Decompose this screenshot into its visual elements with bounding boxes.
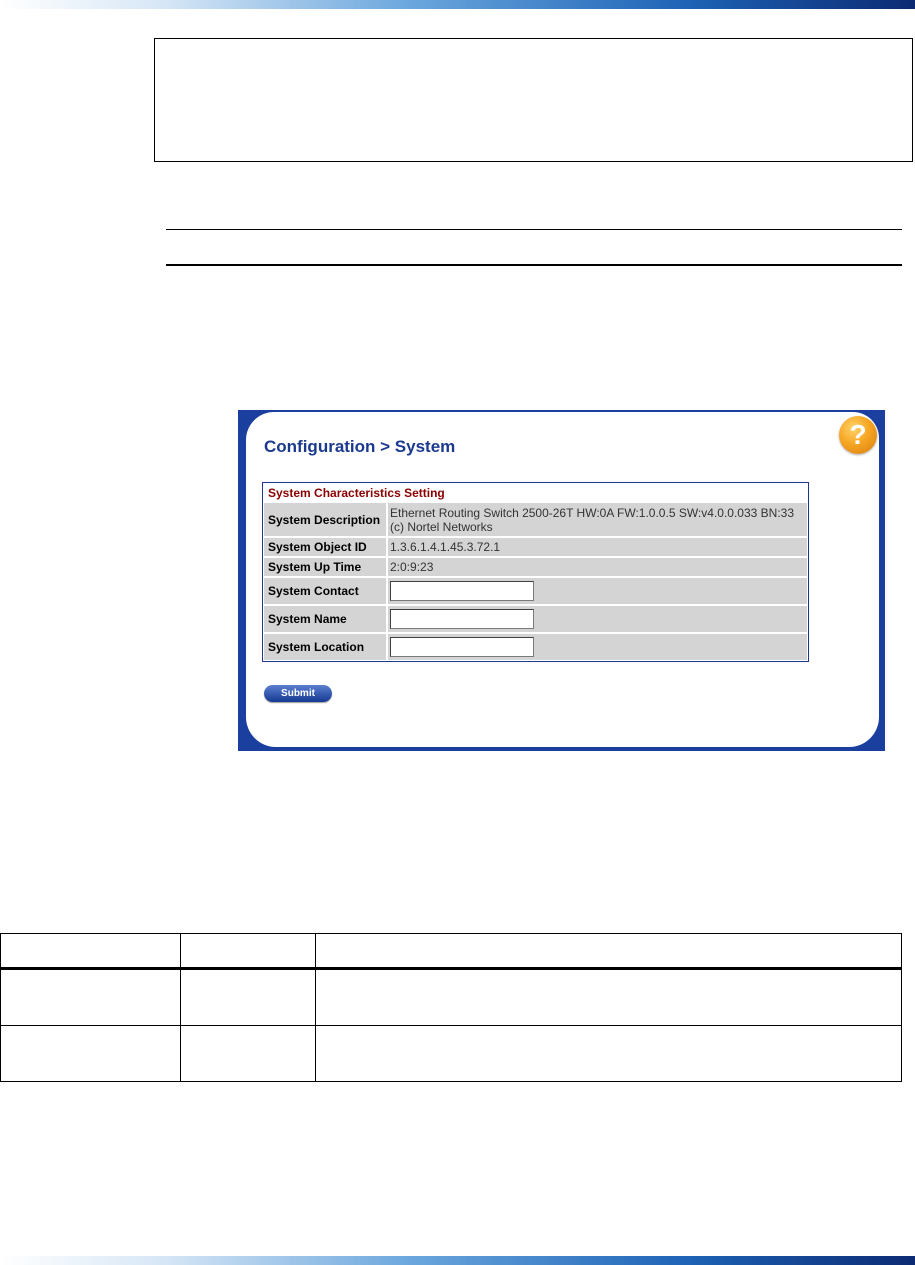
table-cell <box>316 969 902 1026</box>
row-label: System Object ID <box>264 538 386 556</box>
table-cell <box>1 1026 181 1082</box>
table-header-cell <box>316 934 902 969</box>
note-box <box>154 38 913 162</box>
table-cell <box>316 1026 902 1082</box>
table-cell <box>181 1026 316 1082</box>
table-header-row <box>1 934 902 969</box>
page-title: Configuration > System <box>264 437 456 456</box>
section-header: System Characteristics Setting <box>268 486 445 500</box>
table-header-cell <box>181 934 316 969</box>
divider-thin <box>166 229 902 230</box>
header-color-band <box>0 0 915 9</box>
help-symbol: ? <box>849 419 867 450</box>
table-cell <box>1 969 181 1026</box>
footer-color-band <box>0 1256 915 1265</box>
system-name-cell <box>388 606 807 632</box>
row-label: System Up Time <box>264 558 386 576</box>
table-row-system-object-id <box>264 538 807 556</box>
document-table <box>0 933 902 1082</box>
table-cell <box>181 969 316 1026</box>
system-contact-cell <box>388 578 807 604</box>
table-row <box>1 1026 902 1082</box>
system-location-cell <box>388 634 807 660</box>
table-row-system-up-time <box>264 558 807 576</box>
system-description-value: Ethernet Routing Switch 2500-26T HW:0A FW:1.0.0.5 SW:v4.0.0.033 BN:33 (c) Nortel Networks <box>388 503 807 536</box>
system-object-id-value: 1.3.6.1.4.1.45.3.72.1 <box>388 538 807 556</box>
table-row-system-description <box>264 503 807 536</box>
table-header-cell <box>1 934 181 969</box>
system-settings-table <box>262 482 809 662</box>
table-row-system-name <box>264 606 807 632</box>
help-icon[interactable] <box>839 416 877 454</box>
row-label: System Location <box>264 634 386 660</box>
table-row <box>1 969 902 1026</box>
system-up-time-value: 2:0:9:23 <box>388 558 807 576</box>
row-label: System Name <box>264 606 386 632</box>
submit-button[interactable]: Submit <box>264 685 332 702</box>
system-location-input[interactable] <box>390 637 534 657</box>
table-row-system-contact <box>264 578 807 604</box>
divider-thick <box>166 264 902 266</box>
row-label: System Contact <box>264 578 386 604</box>
table-row-system-location <box>264 634 807 660</box>
system-contact-input[interactable] <box>390 581 534 601</box>
system-name-input[interactable] <box>390 609 534 629</box>
row-label: System Description <box>264 503 386 536</box>
